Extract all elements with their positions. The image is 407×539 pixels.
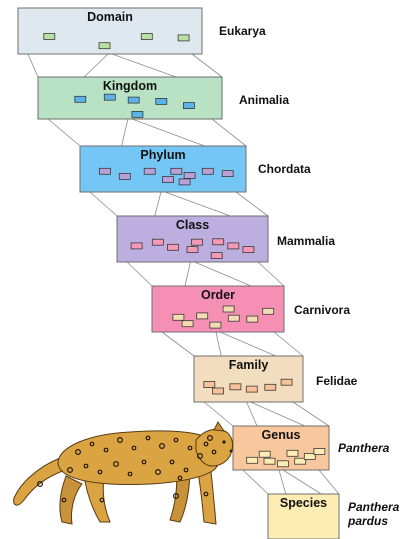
member-rect — [247, 457, 258, 463]
connector-line-3-3 — [258, 262, 284, 286]
member-rect — [263, 308, 274, 314]
connector-line-6-2 — [283, 470, 321, 494]
member-rect — [204, 382, 215, 388]
taxon-label: Animalia — [239, 93, 290, 107]
member-rect — [119, 173, 130, 179]
connector-line-0-0 — [28, 54, 38, 77]
level-family — [194, 356, 358, 402]
connector-line-2-0 — [90, 192, 117, 216]
rank-label: Family — [228, 358, 269, 372]
member-rect — [228, 315, 239, 321]
member-rect — [230, 384, 241, 390]
level-kingdom — [38, 77, 289, 119]
member-rect — [156, 98, 167, 104]
connector-line-2-1 — [155, 192, 161, 216]
level-class — [117, 216, 335, 262]
leopard-hind-leg-back — [60, 476, 82, 524]
taxon-label: Panthera — [348, 500, 400, 514]
connector-line-6-1 — [279, 470, 286, 494]
member-rect — [141, 34, 152, 40]
member-rect — [173, 314, 184, 320]
connector-line-0-2 — [112, 54, 176, 77]
connector-line-1-0 — [48, 119, 80, 146]
member-rect — [163, 177, 174, 183]
connector-line-2-3 — [236, 192, 268, 216]
member-rect — [277, 461, 288, 467]
member-rect — [152, 239, 163, 245]
connector-line-3-1 — [185, 262, 191, 286]
member-rect — [222, 171, 233, 177]
rank-label: Domain — [87, 10, 133, 24]
rank-label: Phylum — [140, 148, 186, 162]
member-rect — [171, 168, 182, 174]
connector-line-5-1 — [247, 402, 258, 426]
member-rect — [247, 316, 258, 322]
member-rect — [183, 103, 194, 109]
member-rect — [264, 458, 275, 464]
member-rect — [75, 96, 86, 102]
connector-line-1-1 — [122, 119, 129, 146]
member-rect — [314, 449, 325, 455]
taxon-label: Panthera — [338, 441, 390, 455]
connector-line-5-2 — [251, 402, 306, 426]
leopard-nose — [230, 450, 233, 453]
member-rect — [197, 313, 208, 319]
rank-label: Species — [279, 496, 328, 510]
taxon-label: Eukarya — [219, 24, 266, 38]
member-rect — [259, 451, 270, 457]
taxon-label: Chordata — [258, 162, 311, 176]
connector-line-3-2 — [195, 262, 252, 286]
member-rect — [128, 97, 139, 103]
member-rect — [99, 43, 110, 49]
rank-label: Class — [175, 218, 210, 232]
connector-line-4-3 — [274, 332, 303, 356]
level-domain — [18, 8, 266, 54]
member-rect — [265, 384, 276, 390]
member-rect — [131, 243, 142, 249]
member-rect — [144, 168, 155, 174]
member-rect — [281, 379, 292, 385]
member-rect — [243, 247, 254, 253]
connector-line-0-1 — [84, 54, 108, 77]
member-rect — [246, 386, 257, 392]
taxon-label: Carnivora — [294, 303, 351, 317]
member-rect — [192, 239, 203, 245]
leopard-eye — [222, 440, 225, 443]
member-rect — [287, 450, 298, 456]
member-rect — [187, 247, 198, 253]
connector-line-5-3 — [293, 402, 329, 426]
leopard-icon — [14, 422, 233, 524]
member-rect — [104, 94, 115, 100]
member-rect — [213, 388, 224, 394]
connector-line-1-2 — [132, 119, 205, 146]
member-rect — [44, 34, 55, 40]
connector-line-1-3 — [212, 119, 246, 146]
level-genus — [233, 426, 390, 470]
connector-line-4-0 — [162, 332, 194, 356]
member-rect — [99, 168, 110, 174]
member-rect — [223, 306, 234, 312]
connector-line-4-2 — [220, 332, 276, 356]
level-phylum — [80, 146, 311, 192]
taxon-label: Mammalia — [277, 234, 336, 248]
rank-label: Kingdom — [102, 79, 158, 93]
leopard-body — [58, 431, 220, 485]
member-rect — [210, 322, 221, 328]
connector-line-6-3 — [319, 470, 339, 494]
member-rect — [202, 168, 213, 174]
connector-line-2-2 — [165, 192, 230, 216]
member-rect — [178, 35, 189, 41]
member-rect — [132, 111, 143, 117]
taxon-label: Felidae — [316, 374, 358, 388]
member-rect — [211, 253, 222, 259]
member-rect — [184, 172, 195, 178]
rank-label: Order — [200, 288, 236, 302]
member-rect — [167, 244, 178, 250]
connector-line-6-0 — [243, 470, 268, 494]
member-rect — [213, 239, 224, 245]
level-order — [152, 286, 350, 332]
connector-line-0-3 — [192, 54, 222, 77]
leopard-ear — [214, 422, 224, 431]
leopard-head — [196, 429, 233, 466]
member-rect — [228, 243, 239, 249]
connector-line-3-0 — [127, 262, 152, 286]
level-species — [268, 494, 400, 539]
connector-line-4-1 — [216, 332, 221, 356]
member-rect — [182, 321, 193, 327]
rank-label: Genus — [261, 428, 301, 442]
member-rect — [179, 179, 190, 185]
taxon-label: pardus — [348, 514, 389, 528]
